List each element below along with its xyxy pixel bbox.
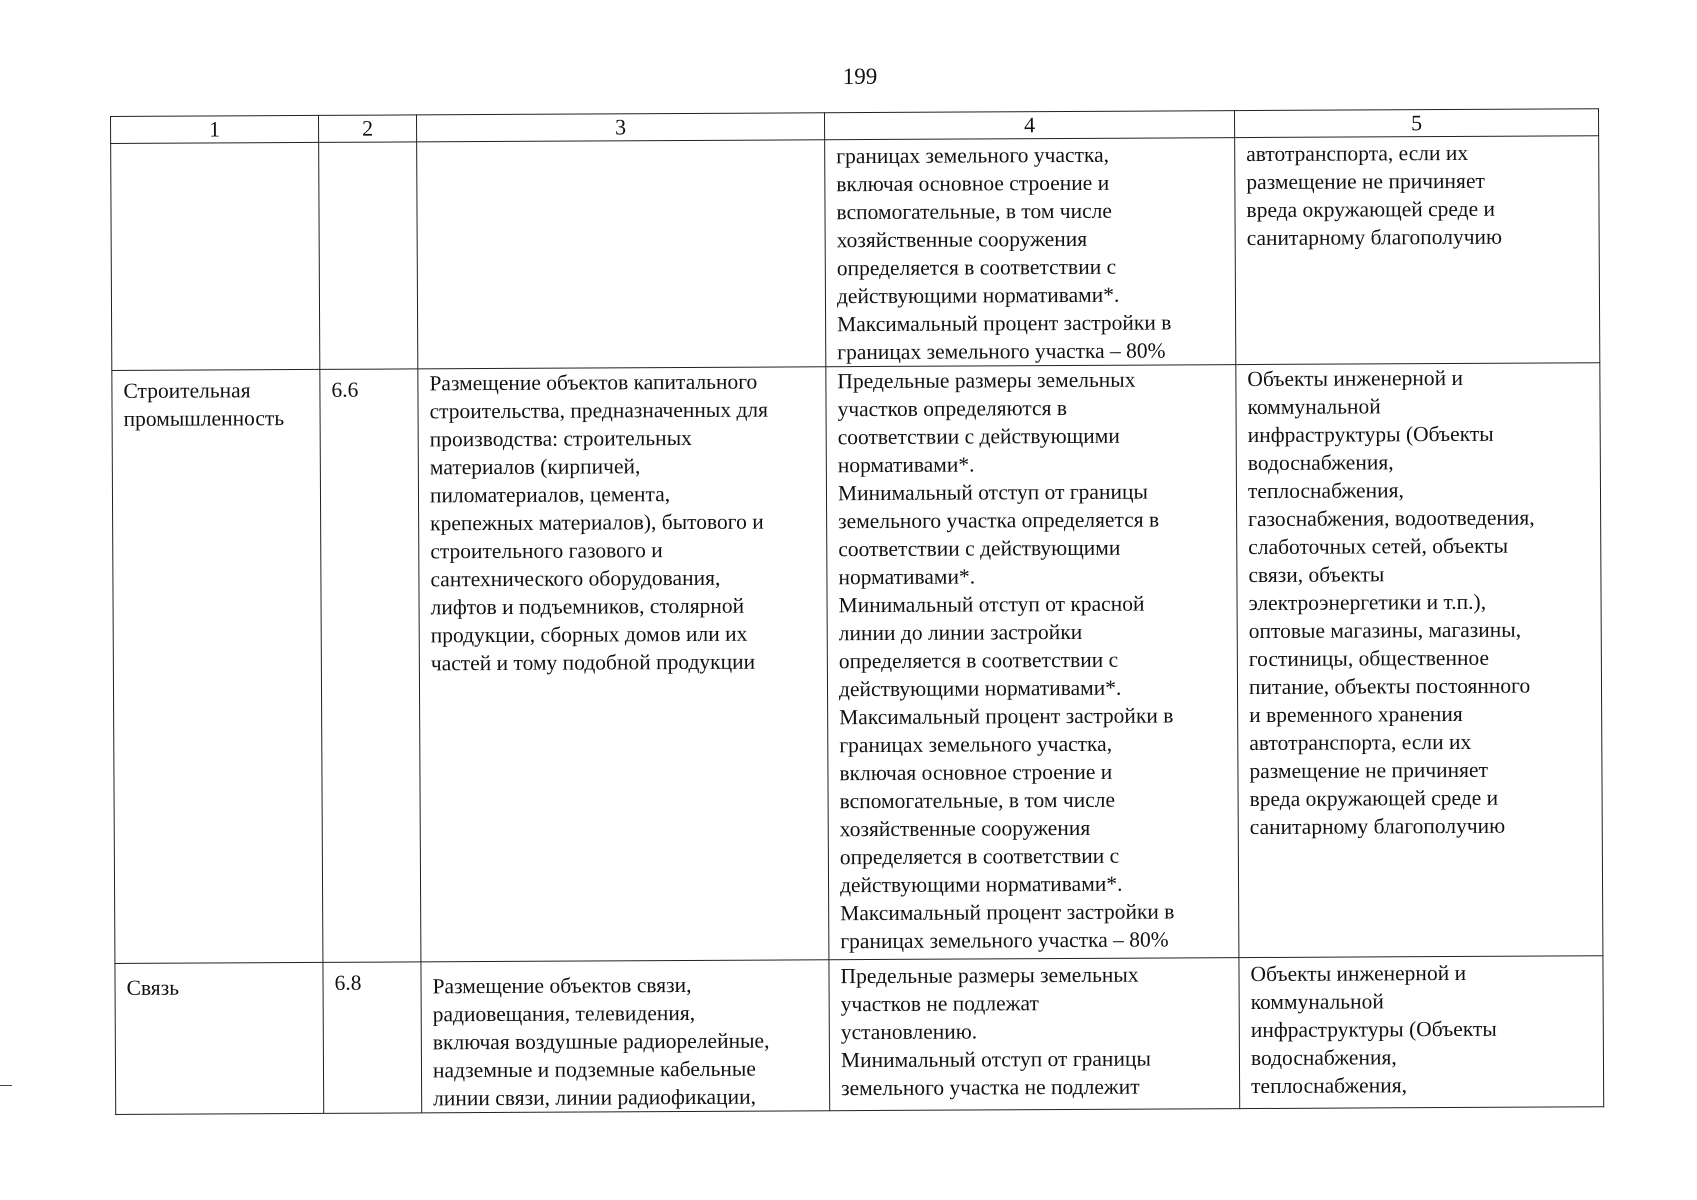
text-line: гостиницы, общественное <box>1248 645 1490 672</box>
text-line: действующими нормативами*. <box>838 675 1122 702</box>
text-line: водоснабжения, <box>1247 450 1394 476</box>
text-line: санитарному благополучию <box>1246 224 1503 251</box>
text-line: границах земельного участка – 80% <box>840 927 1169 954</box>
text-line: вспомогательные, в том числе <box>836 198 1112 225</box>
text-line: связи, объекты <box>1248 562 1385 588</box>
text-line: включая основное строение и <box>839 759 1113 786</box>
cell-auxiliary-uses <box>1235 136 1600 365</box>
text-line: радиовещания, телевидения, <box>432 1000 696 1027</box>
text-line: земельного участка не подлежит <box>841 1074 1140 1101</box>
text-line: размещение не причиняет <box>1249 757 1489 784</box>
cell-code <box>319 142 418 370</box>
column-header-5: 5 <box>1234 109 1598 138</box>
text-line: границах земельного участка, <box>839 731 1113 758</box>
text-line: Объекты инженерной и <box>1250 960 1467 987</box>
cell-use-name <box>112 369 323 963</box>
cell-use-name <box>111 142 320 370</box>
text-line: соответствии с действующими <box>837 423 1120 450</box>
text-line: водоснабжения, <box>1250 1045 1397 1071</box>
text-line: строительного газового и <box>430 538 663 564</box>
text-line: Максимальный процент застройки в <box>840 899 1175 926</box>
text-line: автотранспорта, если их <box>1249 729 1472 756</box>
text-line: действующими нормативами*. <box>836 282 1120 309</box>
cell-code: 6.8 <box>323 962 422 1114</box>
text-line: электроэнергетики и т.п.), <box>1248 589 1487 616</box>
text-line: коммунальной <box>1250 989 1384 1015</box>
text-line: надземные и подземные кабельные <box>432 1056 756 1083</box>
text-line: сантехнического оборудования, <box>430 565 721 592</box>
text-line: Минимальный отступ от границы <box>837 479 1148 506</box>
text-line: вспомогательные, в том числе <box>839 787 1116 814</box>
cell-auxiliary-uses <box>1236 363 1603 958</box>
text-line: включая воздушные радиорелейные, <box>432 1028 770 1055</box>
text-line: соответствии с действующими <box>838 535 1121 562</box>
text-line: санитарному благополучию <box>1249 813 1506 840</box>
cell-auxiliary-uses <box>1239 956 1604 1109</box>
cell-use-name <box>115 962 324 1114</box>
text-line: нормативами*. <box>837 452 975 478</box>
text-line: определяется в соответствии с <box>839 843 1120 870</box>
text-line: Объекты инженерной и <box>1247 365 1463 392</box>
cell-code: 6.6 <box>320 369 421 963</box>
text-line: Минимальный отступ от границы <box>840 1046 1151 1073</box>
text-line: продукции, сборных домов или их <box>430 621 748 648</box>
land-use-table-container <box>110 108 1603 1115</box>
text-line: Максимальный процент застройки в <box>837 310 1172 337</box>
text-line: определяется в соответствии с <box>836 254 1117 281</box>
cell-description <box>417 140 826 369</box>
text-line: питание, объекты постоянного <box>1248 673 1531 700</box>
text-line: Связь <box>126 975 180 1000</box>
text-line: определяется в соответствии с <box>838 647 1119 674</box>
text-line: Предельные размеры земельных <box>837 367 1136 394</box>
text-line: размещение не причиняет <box>1246 168 1485 195</box>
text-line: коммунальной <box>1247 394 1381 420</box>
text-line: вреда окружающей среде и <box>1249 785 1499 812</box>
column-header-3: 3 <box>416 113 824 142</box>
text-line: хозяйственные сооружения <box>839 815 1091 842</box>
text-line: и временного хранения <box>1249 701 1463 728</box>
margin-mark <box>0 1085 12 1086</box>
cell-parameters <box>826 365 1239 960</box>
text-line: установлению. <box>840 1019 978 1045</box>
text-line: Строительная <box>123 378 251 403</box>
text-line: материалов (кирпичей, <box>429 454 641 480</box>
text-line: Максимальный процент застройки в <box>839 703 1174 730</box>
text-line: участков не подлежат <box>840 991 1039 1017</box>
cell-parameters <box>825 138 1236 367</box>
text-line: хозяйственные сооружения <box>836 226 1088 253</box>
text-line: границах земельного участка – 80% <box>837 338 1166 365</box>
text-line: линии связи, линии радиофикации, <box>433 1084 757 1111</box>
text-line: Размещение объектов капитального <box>429 369 758 396</box>
text-line: строительства, предназначенных для <box>429 397 769 424</box>
text-line: нормативами*. <box>838 564 976 590</box>
text-line: инфраструктуры (Объекты <box>1247 421 1494 448</box>
text-line: включая основное строение и <box>836 170 1110 197</box>
text-line: автотранспорта, если их <box>1246 140 1469 167</box>
text-line: Размещение объектов связи, <box>432 972 692 999</box>
column-header-4: 4 <box>824 111 1234 140</box>
text-line: вреда окружающей среде и <box>1246 196 1496 223</box>
text-line: теплоснабжения, <box>1251 1073 1407 1099</box>
land-use-table <box>110 108 1604 1115</box>
column-header-2: 2 <box>318 115 416 143</box>
text-line: частей и тому подобной продукции <box>430 649 756 676</box>
text-line: производства: строительных <box>429 425 692 452</box>
text-line: Минимальный отступ от красной <box>838 591 1145 618</box>
text-line: Предельные размеры земельных <box>840 962 1139 989</box>
text-line: теплоснабжения, <box>1247 478 1404 504</box>
text-line: участков определяются в <box>837 395 1068 422</box>
text-line: границах земельного участка, <box>836 142 1110 169</box>
text-line: линии до линии застройки <box>838 619 1083 646</box>
table-row-communications <box>115 956 1604 1115</box>
text-line: действующими нормативами*. <box>839 871 1123 898</box>
cell-description <box>418 367 829 962</box>
text-line: лифтов и подъемников, столярной <box>430 593 745 620</box>
table-row-continued <box>111 136 1600 371</box>
column-header-1: 1 <box>111 115 319 143</box>
text-line: земельного участка определяется в <box>838 507 1160 534</box>
cell-parameters <box>829 958 1240 1111</box>
text-line: оптовые магазины, магазины, <box>1248 617 1522 644</box>
text-line: слаботочных сетей, объекты <box>1248 533 1509 560</box>
page-number: 199 <box>842 64 878 89</box>
text-line: газоснабжения, водоотведения, <box>1248 505 1535 532</box>
text-line: крепежных материалов), бытового и <box>430 509 764 536</box>
text-line: пиломатериалов, цемента, <box>429 482 671 508</box>
text-line: промышленность <box>123 406 285 431</box>
text-line: инфраструктуры (Объекты <box>1250 1016 1497 1043</box>
table-row-construction-industry <box>112 363 1603 964</box>
cell-description <box>421 960 830 1113</box>
